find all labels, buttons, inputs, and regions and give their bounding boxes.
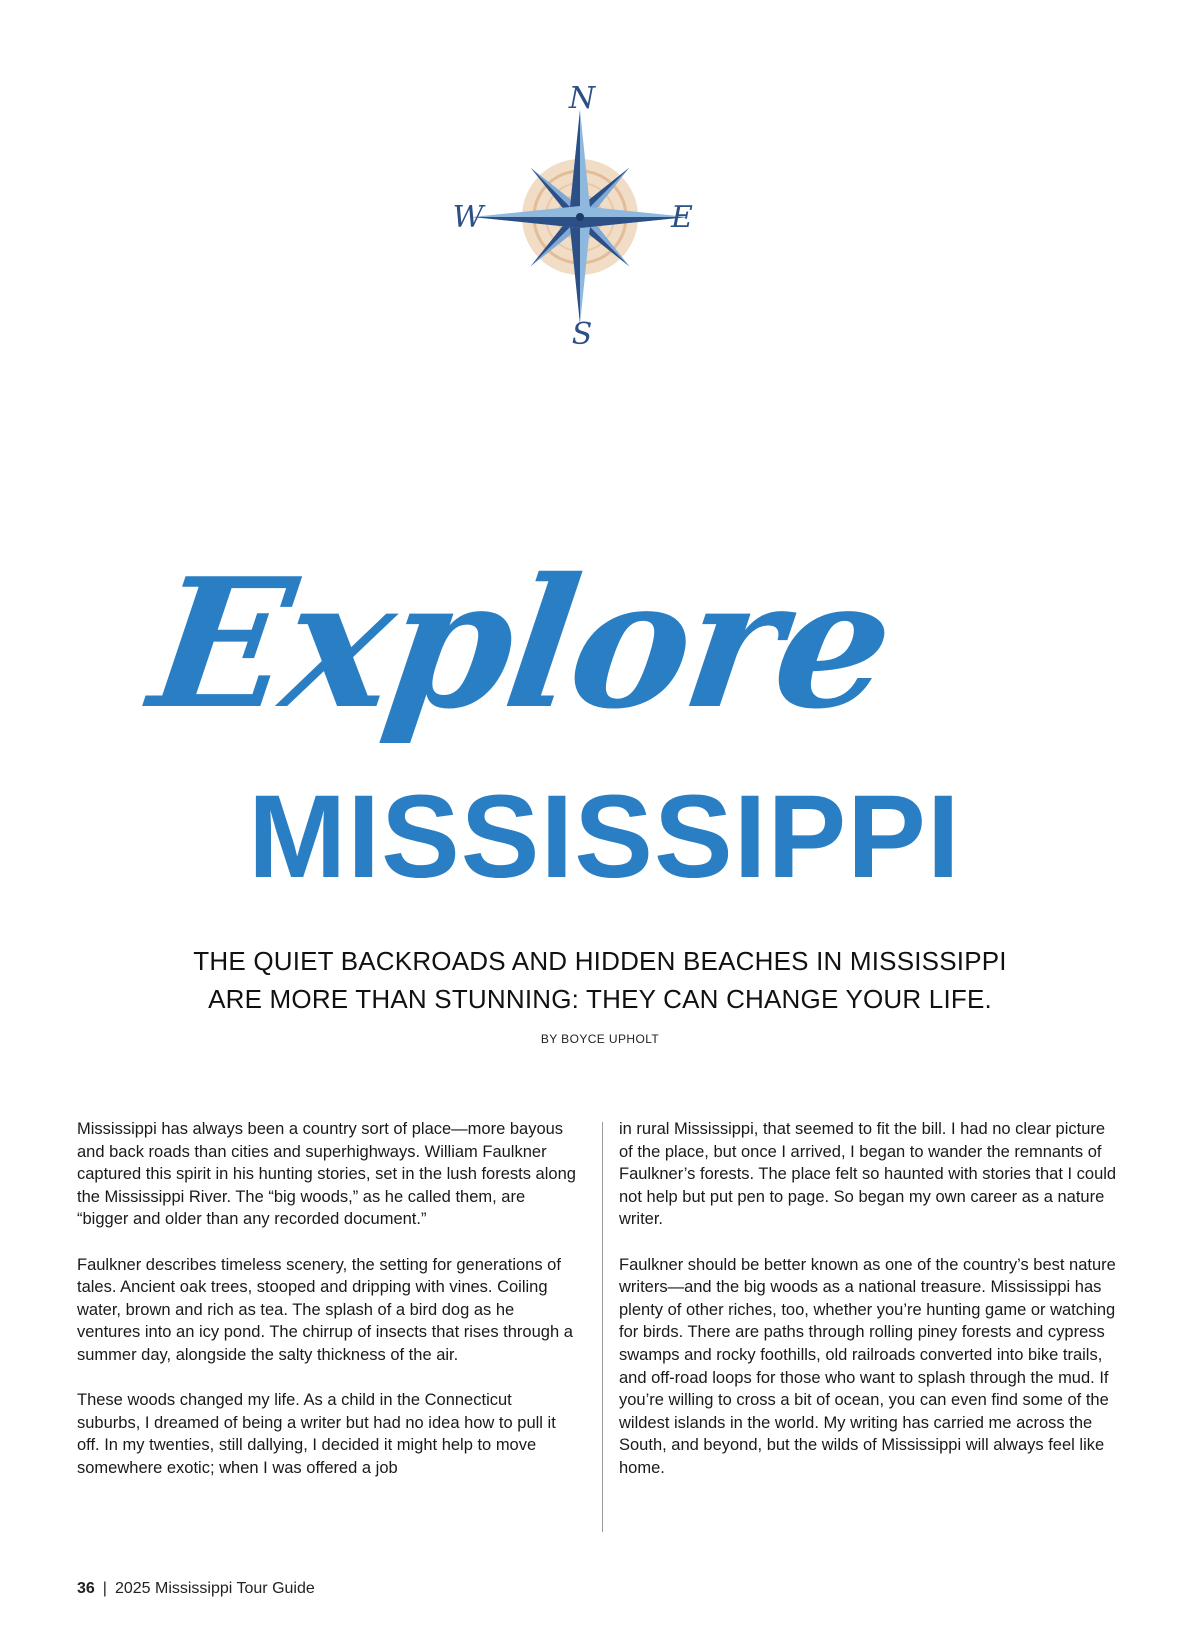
paragraph: in rural Mississippi, that seemed to fit the bill. I had no clear picture of the place, but once I arrived, I began to wander the remnants of Faulkner’s forests. The place felt so haunted with stories that I could not help but put pen to page. So began my own career as a nature writer.	[619, 1120, 1117, 1229]
paragraph: These woods changed my life. As a child in the Connecticut suburbs, I dreamed of being a writer but had no idea how to pull it off. In my twenties, still dallying, I decided it might help to move somewhere exotic; when I was offered a job	[77, 1391, 556, 1477]
dek	[0, 942, 1200, 1018]
dek-line-2: ARE MORE THAN STUNNING: THEY CAN CHANGE YOUR LIFE.	[208, 984, 992, 1014]
paragraph: Faulkner should be better known as one of the country’s best nature writers—and the big woods as a national treasure. Mississippi has plenty of other riches, too, whether you’re hunting game or watching for birds. There are paths through rolling piney forests and cypress swamps and rocky foothills, old railroads converted into bike trails, and off-road loops for those who want to splash through the mud. If you’re willing to cross a bit of ocean, you can even find some of the wildest islands in the world. My writing has carried me across the South, and beyond, but the wilds of Mississippi will always feel like home.	[619, 1255, 1116, 1477]
body-column-right	[619, 1118, 1119, 1502]
dek-line-1: THE QUIET BACKROADS AND HIDDEN BEACHES IN MISSISSIPPI	[193, 946, 1007, 976]
byline: BY BOYCE UPHOLT	[540, 1032, 660, 1046]
footer-separator: |	[102, 1580, 107, 1597]
page-footer	[77, 1580, 315, 1598]
title-script: Explore	[140, 539, 902, 748]
compass-south-label: S	[571, 317, 593, 352]
paragraph: Mississippi has always been a country sort of place—more bayous and back roads than cities and superhighways. William Faulkner captured this spirit in his hunting stories, set in the lush forests along the Mississippi River. The “big woods,” as he called them, are “bigger and older than any recorded document.”	[77, 1120, 576, 1229]
compass-east-label: E	[671, 200, 693, 235]
paragraph: Faulkner describes timeless scenery, the setting for generations of tales. Ancient oak trees, stooped and dripping with vines. Coiling water, brown and rich as tea. The splash of a bird dog as he ventures into an icy pond. The chirrup of insects that rises through a summer day, alongside the salty thickness of the air.	[77, 1255, 573, 1364]
publication-name: 2025 Mississippi Tour Guide	[114, 1580, 315, 1597]
column-divider	[602, 1122, 603, 1532]
body-column-left	[77, 1118, 577, 1502]
page-number: 36	[77, 1580, 95, 1597]
compass-north-label: N	[568, 82, 596, 116]
title-block: MISSISSIPPI	[248, 771, 961, 903]
compass-west-label: W	[452, 200, 484, 235]
compass-rose-illustration	[452, 82, 712, 352]
